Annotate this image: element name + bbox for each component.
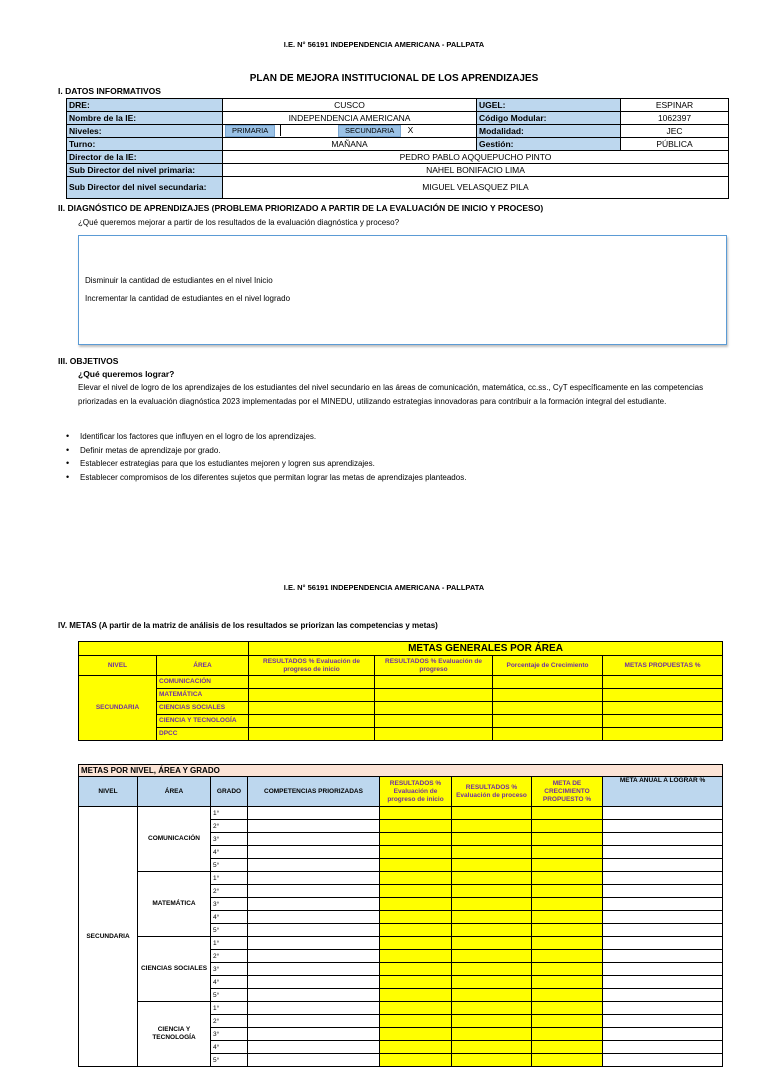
grado-cell: 4°	[211, 976, 248, 989]
g-col-grado: GRADO	[211, 777, 248, 807]
table-cell	[380, 911, 452, 924]
table-cell	[452, 937, 532, 950]
modalidad-label: Modalidad:	[477, 125, 621, 138]
table-cell	[532, 846, 603, 859]
table-cell	[452, 1015, 532, 1028]
table-cell	[248, 820, 380, 833]
ie-label: Nombre de la IE:	[67, 112, 223, 125]
area-comunicacion: COMUNICACIÓN	[157, 676, 249, 689]
g-col-meta: META DE CRECIMIENTO PROPUESTO %	[532, 777, 603, 807]
table-cell	[532, 833, 603, 846]
table-cell	[603, 898, 723, 911]
g-col-anual: META ANUAL A LOGRAR %	[603, 777, 723, 807]
diagnostico-line-2: Incrementar la cantidad de estudiantes en el nivel logrado	[85, 294, 291, 303]
list-item: • Definir metas de aprendizaje por grado.	[66, 444, 726, 458]
grado-area: CIENCIAS SOCIALES	[138, 937, 211, 1002]
datos-informativos-table	[66, 98, 729, 199]
list-item: • Establecer compromisos de los diferentes sujetos que permitan lograr las metas de aprendizajes planteados.	[66, 471, 726, 485]
table-cell	[532, 820, 603, 833]
table-cell	[452, 833, 532, 846]
table-cell	[452, 820, 532, 833]
grado-cell: 3°	[211, 833, 248, 846]
table-cell	[380, 963, 452, 976]
grado-cell: 5°	[211, 1054, 248, 1067]
table-cell	[452, 1041, 532, 1054]
grado-area: CIENCIA Y TECNOLOGÍA	[138, 1002, 211, 1067]
col-metas: METAS PROPUESTAS %	[603, 656, 723, 676]
diagnostico-line-1: Disminuir la cantidad de estudiantes en el nivel Inicio	[85, 276, 273, 285]
table-cell	[248, 989, 380, 1002]
secundaria-mark: X	[407, 125, 414, 135]
table-cell	[380, 950, 452, 963]
table-cell	[603, 976, 723, 989]
table-cell	[532, 924, 603, 937]
table-cell	[248, 924, 380, 937]
table-cell	[532, 989, 603, 1002]
area-dpcc: DPCC	[157, 728, 249, 741]
codigo-value: 1062397	[621, 112, 729, 125]
grado-cell: 4°	[211, 1041, 248, 1054]
grado-cell: 1°	[211, 1002, 248, 1015]
niveles-label: Niveles:	[67, 125, 223, 138]
table-cell	[603, 924, 723, 937]
metas-generales-table	[78, 641, 723, 741]
table-cell	[603, 1028, 723, 1041]
table-cell	[248, 911, 380, 924]
diagnostico-box	[78, 235, 727, 345]
table-cell	[452, 976, 532, 989]
table-cell	[248, 937, 380, 950]
table-cell	[603, 885, 723, 898]
grado-cell: 2°	[211, 885, 248, 898]
table-cell	[452, 1054, 532, 1067]
table-cell	[603, 833, 723, 846]
nivel-secundaria: SECUNDARIA	[79, 676, 157, 741]
table-cell	[248, 872, 380, 885]
director-value: PEDRO PABLO AQQUEPUCHO PINTO	[223, 151, 729, 164]
table-cell	[532, 872, 603, 885]
table-cell	[603, 937, 723, 950]
table-cell	[532, 1028, 603, 1041]
table-cell	[380, 859, 452, 872]
table-cell	[452, 807, 532, 820]
table-cell	[532, 807, 603, 820]
table-cell	[532, 1054, 603, 1067]
table-row	[79, 872, 723, 885]
table-cell	[248, 885, 380, 898]
table-cell	[380, 1041, 452, 1054]
section-2-question: ¿Qué queremos mejorar a partir de los resultados de la evaluación diagnóstica y proceso?	[78, 218, 400, 227]
section-3-question: ¿Qué queremos lograr?	[78, 369, 175, 379]
turno-label: Turno:	[67, 138, 223, 151]
grado-cell: 1°	[211, 872, 248, 885]
gestion-value: PÚBLICA	[621, 138, 729, 151]
niveles-value	[223, 125, 477, 138]
table-cell	[380, 872, 452, 885]
list-item: • Identificar los factores que influyen en el logro de los aprendizajes.	[66, 430, 726, 444]
col-crecimiento: Porcentaje de Crecimiento	[493, 656, 603, 676]
table-cell	[380, 820, 452, 833]
table-cell	[248, 807, 380, 820]
table-cell	[532, 937, 603, 950]
table-cell	[452, 963, 532, 976]
grado-cell: 5°	[211, 989, 248, 1002]
grado-cell: 3°	[211, 963, 248, 976]
table-cell	[248, 1028, 380, 1041]
objetivo-paragraph: Elevar el nivel de logro de los aprendizajes de los estudiantes del nivel secundario en las áreas de comunicación, matemática, cc.ss., CyT específicamente en las competencias priorizadas en la evaluación diagnóstica 2023 implementadas por el MINEDU, utilizando estrategias innovadoras para contribuir a la formación integral del estudiante.	[78, 383, 704, 406]
school-header: I.E. N° 56191 INDEPENDENCIA AMERICANA - PALLPATA	[283, 40, 485, 49]
table-row	[79, 937, 723, 950]
grado-cell: 5°	[211, 924, 248, 937]
table-cell	[380, 846, 452, 859]
table-cell	[380, 1015, 452, 1028]
table-cell	[380, 1028, 452, 1041]
table-cell	[380, 1002, 452, 1015]
dre-value: CUSCO	[223, 99, 477, 112]
modalidad-value: JEC	[621, 125, 729, 138]
table-cell	[603, 963, 723, 976]
table-cell	[532, 1015, 603, 1028]
col-nivel: NIVEL	[79, 656, 157, 676]
table-cell	[380, 976, 452, 989]
table-cell	[380, 924, 452, 937]
subdirector-primaria-label: Sub Director del nivel primaria:	[67, 164, 223, 177]
subdirector-primaria-value: NAHEL BONIFACIO LIMA	[223, 164, 729, 177]
table-cell	[532, 963, 603, 976]
section-2-heading: II. DIAGNÓSTICO DE APRENDIZAJES (PROBLEMA PRIORIZADO A PARTIR DE LA EVALUACIÓN DE INICIO Y PROCESO)	[58, 203, 544, 213]
table-cell	[603, 1041, 723, 1054]
table-cell	[248, 1002, 380, 1015]
table-cell	[380, 833, 452, 846]
grado-cell: 5°	[211, 859, 248, 872]
table-cell	[452, 989, 532, 1002]
table-cell	[248, 963, 380, 976]
subdirector-secundaria-value: MIGUEL VELASQUEZ PILA	[223, 177, 729, 199]
table-cell	[452, 859, 532, 872]
table-cell	[452, 950, 532, 963]
table-cell	[532, 898, 603, 911]
table-cell	[532, 911, 603, 924]
table-cell	[248, 846, 380, 859]
table-cell	[452, 924, 532, 937]
table-cell	[380, 989, 452, 1002]
blank-cell	[79, 642, 249, 656]
ugel-label: UGEL:	[477, 99, 621, 112]
metas-grado-table	[78, 764, 723, 1067]
table-cell	[603, 950, 723, 963]
gestion-label: Gestión:	[477, 138, 621, 151]
objetivos-list	[66, 430, 726, 484]
table-cell	[380, 807, 452, 820]
grado-cell: 4°	[211, 846, 248, 859]
g-col-area: ÁREA	[138, 777, 211, 807]
g-col-nivel: NIVEL	[79, 777, 138, 807]
table-cell	[603, 807, 723, 820]
table-row	[79, 1002, 723, 1015]
g-col-proceso: RESULTADOS % Evaluación de proceso	[452, 777, 532, 807]
area-matematica: MATEMÁTICA	[157, 689, 249, 702]
grado-cell: 4°	[211, 911, 248, 924]
director-label: Director de la IE:	[67, 151, 223, 164]
col-res-inicio: RESULTADOS % Evaluación de progreso de inicio	[249, 656, 375, 676]
grado-cell: 2°	[211, 950, 248, 963]
table-cell	[603, 859, 723, 872]
table-cell	[603, 1002, 723, 1015]
grado-area: COMUNICACIÓN	[138, 807, 211, 872]
table-cell	[532, 1002, 603, 1015]
table-cell	[603, 1015, 723, 1028]
codigo-label: Código Modular:	[477, 112, 621, 125]
area-ciencias-sociales: CIENCIAS SOCIALES	[157, 702, 249, 715]
secundaria-chip: SECUNDARIA	[338, 125, 401, 137]
table-cell	[248, 950, 380, 963]
table-cell	[248, 976, 380, 989]
table-cell	[248, 898, 380, 911]
col-area: ÁREA	[157, 656, 249, 676]
table-cell	[603, 846, 723, 859]
list-item: • Establecer estrategias para que los estudiantes mejoren y logren sus aprendizajes.	[66, 457, 726, 471]
grado-cell: 1°	[211, 937, 248, 950]
table-cell	[452, 885, 532, 898]
turno-value: MAÑANA	[223, 138, 477, 151]
table-cell	[532, 859, 603, 872]
g-col-inicio: RESULTADOS % Evaluación de progreso de inicio	[380, 777, 452, 807]
table-cell	[248, 833, 380, 846]
document-title: PLAN DE MEJORA INSTITUCIONAL DE LOS APRENDIZAJES	[249, 73, 539, 84]
table-cell	[603, 1054, 723, 1067]
primaria-chip: PRIMARIA	[225, 125, 275, 137]
grado-area: MATEMÁTICA	[138, 872, 211, 937]
table-cell	[452, 898, 532, 911]
table-cell	[248, 1015, 380, 1028]
section-4-heading: IV. METAS (A partir de la matriz de análisis de los resultados se priorizan las competencias y metas)	[58, 621, 438, 630]
col-res-proceso: RESULTADOS % Evaluación de progreso	[375, 656, 493, 676]
dre-label: DRE:	[67, 99, 223, 112]
grado-cell: 3°	[211, 1028, 248, 1041]
table-cell	[248, 1054, 380, 1067]
section-3-heading: III. OBJETIVOS	[58, 356, 119, 366]
table-cell	[452, 1028, 532, 1041]
table-cell	[603, 911, 723, 924]
table-cell	[603, 989, 723, 1002]
table-cell	[452, 872, 532, 885]
table-cell	[380, 937, 452, 950]
grado-cell: 3°	[211, 898, 248, 911]
table-cell	[380, 885, 452, 898]
section-1-heading: I. DATOS INFORMATIVOS	[58, 86, 161, 96]
g-col-competencias: COMPETENCIAS PRIORIZADAS	[248, 777, 380, 807]
table-cell	[248, 1041, 380, 1054]
table-cell	[452, 846, 532, 859]
table-cell	[603, 872, 723, 885]
area-ciencia-tecnologia: CIENCIA Y TECNOLOGÍA	[157, 715, 249, 728]
metas-grado-title: METAS POR NIVEL, ÁREA Y GRADO	[79, 765, 723, 777]
table-row	[79, 807, 723, 820]
table-cell	[532, 950, 603, 963]
table-cell	[452, 1002, 532, 1015]
table-cell	[532, 1041, 603, 1054]
school-header-page-2: I.E. N° 56191 INDEPENDENCIA AMERICANA - PALLPATA	[283, 583, 485, 592]
table-cell	[380, 1054, 452, 1067]
table-cell	[532, 885, 603, 898]
subdirector-secundaria-label: Sub Director del nivel secundaria:	[67, 177, 223, 199]
table-cell	[452, 911, 532, 924]
grado-cell: 2°	[211, 820, 248, 833]
table-cell	[532, 976, 603, 989]
table-cell	[380, 898, 452, 911]
grado-nivel-secundaria: SECUNDARIA	[79, 807, 138, 1067]
table-cell	[248, 859, 380, 872]
metas-generales-title: METAS GENERALES POR ÁREA	[249, 642, 723, 656]
table-cell	[603, 820, 723, 833]
ugel-value: ESPINAR	[621, 99, 729, 112]
ie-value: INDEPENDENCIA AMERICANA	[223, 112, 477, 125]
grado-cell: 1°	[211, 807, 248, 820]
grado-cell: 2°	[211, 1015, 248, 1028]
